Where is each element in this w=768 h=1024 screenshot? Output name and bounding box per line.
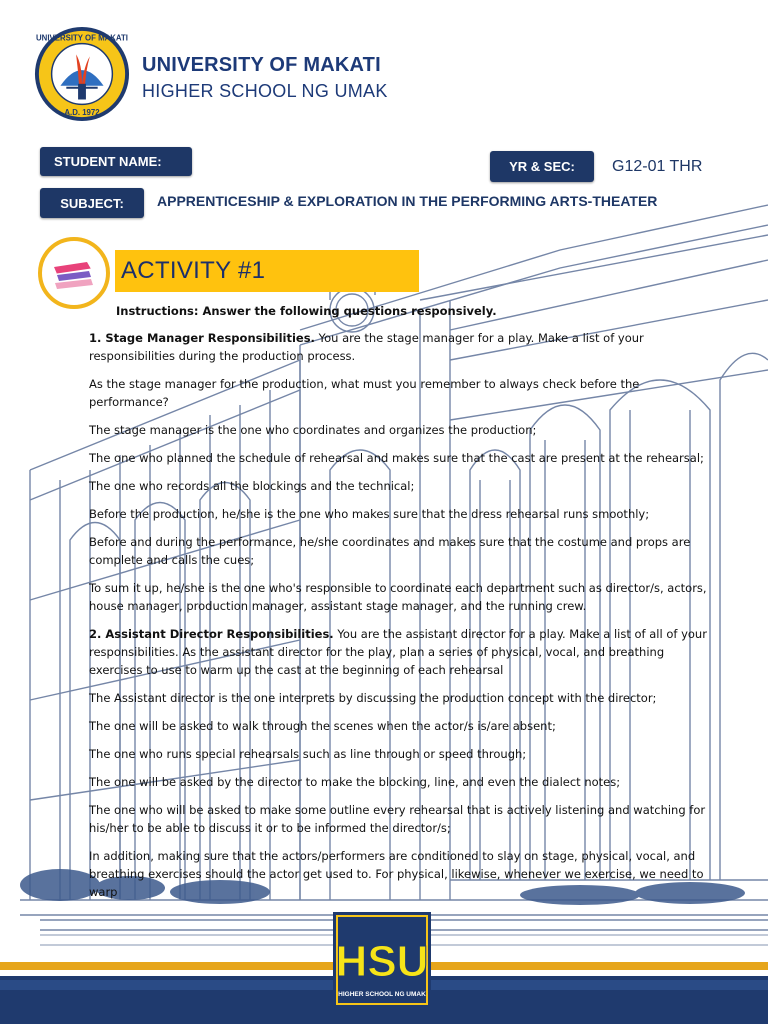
activity-title: ACTIVITY #1 [121,257,266,284]
question-1-title: 1. Stage Manager Responsibilities. [89,331,315,345]
answer-1-4: Before the production, he/she is the one who makes sure that the dress rehearsal runs smoothly; [89,507,650,521]
hsu-logo-text: HSU [335,937,429,986]
answer-1-1: The stage manager is the one who coordinates and organizes the production; [89,423,537,437]
answer-2-2: The one will be asked to walk through the scenes when the actor/s is/are absent; [89,719,556,733]
answer-1-3: The one who records all the blockings and the technical; [89,479,415,493]
book-stack-icon [38,237,110,309]
hsu-logo [333,912,431,1008]
question-2-title: 2. Assistant Director Responsibilities. [89,627,334,641]
answer-2-4: The one will be asked by the director to make the blocking, line, and even the dialect notes; [89,775,621,789]
school-name: HIGHER SCHOOL NG UMAK [142,81,388,101]
student-name-label: STUDENT NAME: [40,147,192,176]
subject-label: SUBJECT: [40,188,144,218]
answer-1-6: To sum it up, he/she is the one who's responsible to coordinate each department such as director/s, actors, house manager, production manager, assistant stage manager, and the running crew. [89,581,707,613]
question-1-prompt: As the stage manager for the production, what must you remember to always check before the performance? [89,377,640,409]
answer-2-3: The one who runs special rehearsals such as line through or speed through; [89,747,527,761]
yr-sec-value: G12-01 THR [612,158,703,175]
answer-2-1: The Assistant director is the one interprets by discussing the production concept with the director; [89,691,657,705]
answer-2-5: The one who will be asked to make some outline every rehearsal that is actively listening and watching for his/her to be able to discuss it or to be informed the director/s; [89,803,706,835]
hsu-logo-subtext: HIGHER SCHOOL NG UMAK [338,991,426,998]
yr-sec-label: YR & SEC: [490,151,594,182]
activity-content [89,302,719,911]
question-2 [89,625,719,679]
answer-1-5: Before and during the performance, he/she coordinates and makes sure that the costume and props are complete and calls the cues; [89,535,691,567]
subject-value: APPRENTICESHIP & EXPLORATION IN THE PERFORMING ARTS-THEATER [157,193,658,209]
seal-text-top: UNIVERSITY OF MAKATI [36,33,128,43]
seal-text-bottom: A.D. 1972 [64,108,100,118]
university-name: UNIVERSITY OF MAKATI [142,54,381,76]
question-1-text: You are the stage manager for a play. Make a list of your responsibilities during the production process. [89,331,644,363]
question-2-text: You are the assistant director for a play. Make a list of all of your responsibilities. As the assistant director for the play, plan a series of physical, vocal, and breathing exercises to use to warm up the cast at the beginning of each rehearsal [89,627,707,677]
instructions: Instructions: Answer the following questions responsively. [116,304,497,318]
answer-2-6: In addition, making sure that the actors/performers are conditioned to slay on stage, physical, vocal, and breathing exercises should the actor get used to. For physical, likewise, whenever we exercise, we need to warp [89,849,704,899]
answer-1-2: The one who planned the schedule of rehearsal and makes sure that the cast are present at the rehearsal; [89,451,704,465]
activity-banner [115,250,419,292]
university-seal-logo [33,25,131,123]
question-1 [89,329,719,365]
